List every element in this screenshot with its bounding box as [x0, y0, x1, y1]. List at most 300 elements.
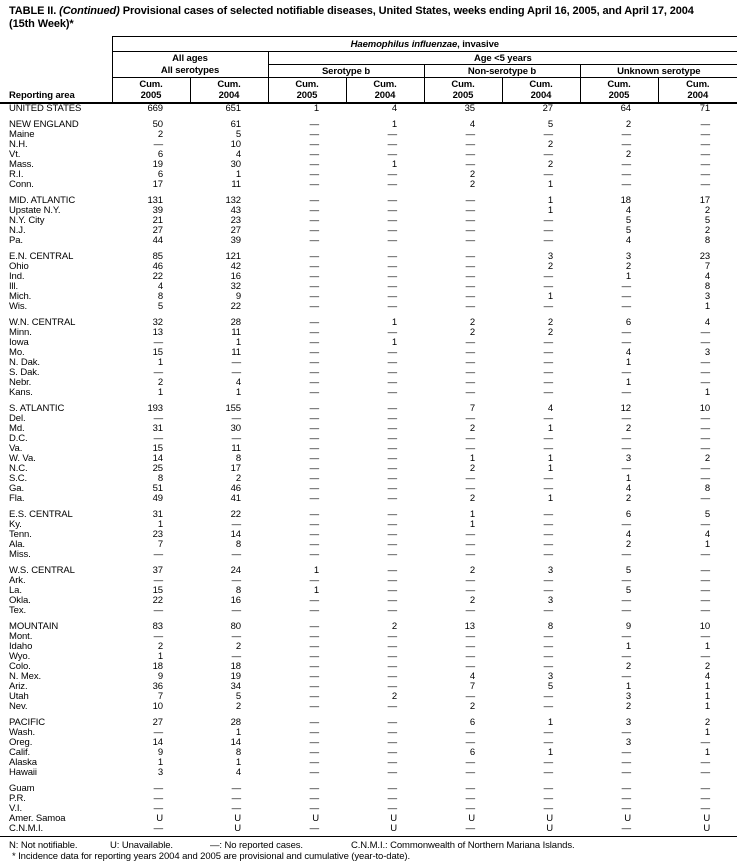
value-cell: — [465, 336, 475, 348]
value-cell: — [543, 660, 553, 672]
value-cell: 2 [625, 118, 631, 130]
table-row [0, 662, 737, 672]
table-row [0, 236, 737, 246]
value-cell: — [387, 128, 397, 140]
value-cell: — [465, 432, 475, 444]
value-cell: — [621, 802, 631, 814]
value-cell: — [309, 224, 319, 236]
value-cell: — [543, 548, 553, 560]
value-cell: 4 [704, 316, 711, 328]
value-cell: — [309, 422, 319, 434]
table-row [0, 114, 737, 130]
value-cell: 1 [704, 700, 711, 712]
table-row [0, 368, 737, 378]
reporting-area-cell: Tenn. [9, 528, 32, 540]
value-cell: — [231, 630, 241, 642]
table-row [0, 160, 737, 170]
reporting-area-cell: Ala. [9, 538, 25, 550]
value-cell: — [309, 462, 319, 474]
value-cell: 8 [235, 746, 241, 758]
value-cell: — [387, 280, 397, 292]
value-cell: — [231, 518, 241, 530]
notifiable-diseases-table [0, 36, 737, 837]
table-row [0, 246, 737, 262]
value-cell: — [621, 574, 631, 586]
value-cell: — [309, 204, 319, 216]
value-cell: — [543, 214, 553, 226]
reporting-area-cell: N.Y. City [9, 214, 45, 226]
value-cell: — [543, 128, 553, 140]
value-cell: — [543, 280, 553, 292]
value-cell: — [387, 604, 397, 616]
value-cell: — [465, 128, 475, 140]
reporting-area-cell: MID. ATLANTIC [9, 194, 76, 206]
table-row [0, 586, 737, 596]
reporting-area-cell: Iowa [9, 336, 29, 348]
value-cell: 14 [230, 528, 241, 540]
value-cell: 1 [547, 452, 553, 464]
value-cell: 2 [704, 660, 711, 672]
value-cell: 27 [152, 716, 163, 728]
value-cell: 9 [157, 670, 163, 682]
value-cell: — [231, 366, 241, 378]
value-cell: — [543, 366, 553, 378]
value-cell: 5 [547, 118, 553, 130]
value-cell: 1 [704, 746, 711, 758]
value-cell: 121 [225, 250, 241, 262]
value-cell: — [543, 756, 553, 768]
value-cell: 3 [704, 346, 711, 358]
age-under5-header: Age <5 years [268, 52, 737, 65]
value-cell: — [387, 356, 397, 368]
value-cell: — [309, 280, 319, 292]
value-cell: — [543, 412, 553, 424]
disease-name-rest: , invasive [457, 38, 499, 50]
cum-year-header: Cum. 2005 [424, 78, 502, 103]
value-cell: 2 [625, 492, 631, 504]
value-cell: — [700, 178, 711, 190]
value-cell: 13 [152, 326, 163, 338]
value-cell: — [543, 630, 553, 642]
table-row [0, 540, 737, 550]
value-cell: 6 [469, 716, 475, 728]
header-spacer [0, 52, 112, 65]
value-cell: 8 [547, 620, 553, 632]
value-cell: 4 [704, 670, 711, 682]
value-cell: — [700, 736, 711, 748]
value-cell: — [543, 518, 553, 530]
value-cell: — [465, 356, 475, 368]
value-cell: — [621, 630, 631, 642]
reporting-area-cell: Hawaii [9, 766, 37, 778]
value-cell: 2 [391, 620, 397, 632]
value-cell: — [387, 518, 397, 530]
value-cell: 2 [625, 148, 631, 160]
table-row [0, 596, 737, 606]
value-cell: — [309, 452, 319, 464]
value-cell: — [465, 782, 475, 794]
table-row [0, 560, 737, 576]
value-cell: 27 [152, 224, 163, 236]
value-cell: 31 [152, 422, 163, 434]
value-cell: — [543, 574, 553, 586]
table-row [0, 504, 737, 520]
table-row [0, 180, 737, 190]
table-row [0, 606, 737, 616]
value-cell: 1 [157, 356, 163, 368]
value-cell: 64 [620, 102, 631, 114]
value-cell: 5 [625, 584, 631, 596]
table-row [0, 474, 737, 484]
value-cell: 155 [225, 402, 241, 414]
value-cell: — [387, 782, 397, 794]
value-cell: — [309, 442, 319, 454]
value-cell: 3 [547, 564, 553, 576]
value-cell: — [309, 316, 319, 328]
value-cell: — [621, 158, 631, 170]
value-cell: 1 [704, 386, 711, 398]
value-cell: U [234, 812, 241, 824]
value-cell: — [543, 528, 553, 540]
value-cell: 37 [152, 564, 163, 576]
value-cell: 19 [230, 670, 241, 682]
reporting-area-cell: UNITED STATES [9, 102, 82, 114]
cum-year-header: Cum. 2004 [502, 78, 580, 103]
value-cell: — [309, 356, 319, 368]
value-cell: 5 [625, 224, 631, 236]
value-cell: — [387, 260, 397, 272]
value-cell: — [387, 214, 397, 226]
value-cell: — [309, 508, 319, 520]
value-cell: — [621, 280, 631, 292]
value-cell: — [543, 690, 553, 702]
value-cell: 3 [547, 594, 553, 606]
value-cell: — [387, 250, 397, 262]
value-cell: 4 [469, 670, 475, 682]
value-cell: — [465, 234, 475, 246]
value-cell: 2 [469, 492, 475, 504]
value-cell: 39 [152, 204, 163, 216]
value-cell: — [387, 660, 397, 672]
reporting-area-cell: Nebr. [9, 376, 32, 388]
value-cell: — [700, 326, 711, 338]
value-cell: 4 [157, 280, 163, 292]
value-cell: 1 [547, 746, 553, 758]
value-cell: 2 [547, 138, 553, 150]
reporting-area-cell: E.N. CENTRAL [9, 250, 74, 262]
reporting-area-cell: Wis. [9, 300, 28, 312]
value-cell: — [387, 326, 397, 338]
value-cell: — [543, 802, 553, 814]
value-cell: 17 [230, 462, 241, 474]
reporting-area-cell: Okla. [9, 594, 31, 606]
value-cell: 16 [230, 270, 241, 282]
reporting-area-cell: Amer. Samoa [9, 812, 66, 824]
reporting-area-cell: D.C. [9, 432, 28, 444]
value-cell: 1 [157, 756, 163, 768]
value-cell: — [465, 224, 475, 236]
reporting-area-cell: P.R. [9, 792, 26, 804]
value-cell: — [465, 442, 475, 454]
value-cell: — [309, 538, 319, 550]
value-cell: — [700, 442, 711, 454]
reporting-area-cell: Del. [9, 412, 26, 424]
reporting-area-cell: La. [9, 584, 22, 596]
table-row [0, 262, 737, 272]
value-cell: — [621, 336, 631, 348]
value-cell: 3 [625, 690, 631, 702]
value-cell: — [543, 792, 553, 804]
value-cell: 2 [235, 640, 241, 652]
reporting-area-cell: Vt. [9, 148, 21, 160]
value-cell: — [112, 824, 190, 837]
value-cell: — [387, 204, 397, 216]
value-cell: 132 [225, 194, 241, 206]
value-cell: 30 [230, 422, 241, 434]
table-row [0, 190, 737, 206]
value-cell: — [543, 700, 553, 712]
reporting-area-cell: Ind. [9, 270, 25, 282]
value-cell: — [387, 148, 397, 160]
value-cell: — [700, 138, 711, 150]
value-cell: 2 [625, 422, 631, 434]
value-cell: U [624, 812, 631, 824]
value-cell: — [387, 300, 397, 312]
table-row [0, 632, 737, 642]
value-cell: — [387, 224, 397, 236]
table-row [0, 616, 737, 632]
value-cell: 15 [152, 346, 163, 358]
value-cell: — [621, 412, 631, 424]
value-cell: — [153, 432, 163, 444]
table-row [0, 358, 737, 368]
value-cell: 7 [704, 260, 711, 272]
reporting-area-cell: S. ATLANTIC [9, 402, 65, 414]
value-cell: 5 [157, 300, 163, 312]
value-cell: 8 [235, 584, 241, 596]
value-cell: 1 [391, 118, 397, 130]
value-cell: — [309, 138, 319, 150]
value-cell: — [309, 716, 319, 728]
table-row [0, 576, 737, 586]
value-cell: — [309, 630, 319, 642]
value-cell: 1 [313, 102, 319, 114]
value-cell: 22 [152, 270, 163, 282]
value-cell: — [465, 300, 475, 312]
reporting-area-cell: Conn. [9, 178, 34, 190]
value-cell: — [543, 376, 553, 388]
value-cell: 11 [231, 178, 241, 190]
value-cell: — [153, 336, 163, 348]
value-cell: 9 [235, 290, 241, 302]
reporting-area-cell: N.H. [9, 138, 28, 150]
value-cell: 2 [469, 326, 475, 338]
value-cell: — [153, 726, 163, 738]
table-row [0, 226, 737, 236]
table-row [0, 302, 737, 312]
value-cell: — [387, 168, 397, 180]
value-cell: 17 [699, 194, 711, 206]
value-cell: 22 [230, 508, 241, 520]
value-cell: 1 [469, 518, 475, 530]
value-cell: — [231, 604, 241, 616]
value-cell: — [309, 148, 319, 160]
value-cell: — [387, 528, 397, 540]
table-row [0, 484, 737, 494]
value-cell: — [309, 376, 319, 388]
table-row [0, 702, 737, 712]
value-cell: 10 [699, 402, 711, 414]
value-cell: — [309, 158, 319, 170]
value-cell: U [468, 812, 475, 824]
value-cell: — [621, 442, 631, 454]
legend-unavailable: U: Unavailable. [110, 839, 173, 851]
value-cell: 13 [464, 620, 475, 632]
value-cell: — [309, 270, 319, 282]
value-cell: 1 [157, 650, 163, 662]
value-cell: — [309, 802, 319, 814]
value-cell: — [543, 224, 553, 236]
value-cell: 2 [625, 660, 631, 672]
value-cell: 1 [547, 492, 553, 504]
value-cell: — [387, 584, 397, 596]
reporting-area-cell: Minn. [9, 326, 32, 338]
reporting-area-cell: N. Dak. [9, 356, 40, 368]
legend-line [9, 840, 737, 851]
value-cell: 3 [625, 250, 631, 262]
value-cell: 669 [147, 102, 163, 114]
value-cell: — [231, 548, 241, 560]
reporting-area-cell: Mass. [9, 158, 34, 170]
table-row [0, 398, 737, 414]
value-cell: 4 [625, 528, 631, 540]
value-cell: 1 [547, 204, 553, 216]
value-cell: 1 [391, 158, 397, 170]
value-cell: 42 [230, 260, 241, 272]
reporting-area-cell: Ariz. [9, 680, 28, 692]
value-cell: 2 [469, 564, 475, 576]
value-cell: — [543, 300, 553, 312]
value-cell: 36 [152, 680, 163, 692]
value-cell: — [309, 326, 319, 338]
value-cell: — [700, 650, 711, 662]
value-cell: — [387, 452, 397, 464]
value-cell: 18 [620, 194, 631, 206]
value-cell: — [621, 178, 631, 190]
table-row [0, 216, 737, 226]
table-row [0, 712, 737, 728]
value-cell: — [153, 574, 163, 586]
value-cell: 8 [235, 452, 241, 464]
table-row [0, 652, 737, 662]
value-cell: 3 [625, 452, 631, 464]
value-cell: 4 [391, 102, 397, 114]
reporting-area-cell: Upstate N.Y. [9, 204, 61, 216]
value-cell: — [543, 472, 553, 484]
reporting-area-cell: Tex. [9, 604, 27, 616]
value-cell: — [543, 346, 553, 358]
cum-year-header: Cum. 2004 [346, 78, 424, 103]
value-cell: — [387, 574, 397, 586]
value-cell: 2 [625, 700, 631, 712]
value-cell: 1 [235, 756, 241, 768]
value-cell: — [465, 158, 475, 170]
reporting-area-cell: N. Mex. [9, 670, 42, 682]
value-cell: — [621, 518, 631, 530]
value-cell: — [700, 472, 711, 484]
table-row [0, 424, 737, 434]
value-cell: 6 [157, 148, 163, 160]
value-cell: — [700, 518, 711, 530]
value-cell: 5 [704, 508, 711, 520]
value-cell: — [621, 326, 631, 338]
value-cell: — [543, 538, 553, 550]
value-cell: — [231, 412, 241, 424]
value-cell: 8 [704, 280, 711, 292]
value-cell: — [387, 422, 397, 434]
reporting-area-cell: W. Va. [9, 452, 36, 464]
value-cell: 3 [625, 736, 631, 748]
value-cell: 34 [230, 680, 241, 692]
value-cell: — [465, 148, 475, 160]
value-cell: — [700, 168, 711, 180]
value-cell: 1 [469, 452, 475, 464]
value-cell: — [543, 584, 553, 596]
value-cell: — [309, 782, 319, 794]
value-cell: — [153, 792, 163, 804]
value-cell: — [309, 472, 319, 484]
table-row [0, 728, 737, 738]
value-cell: — [387, 178, 397, 190]
reporting-area-cell: Kans. [9, 386, 33, 398]
value-cell: — [309, 746, 319, 758]
legend-not-notifiable: N: Not notifiable. [9, 839, 78, 851]
value-cell: 8 [704, 234, 711, 246]
value-cell: 28 [230, 716, 241, 728]
value-cell: — [700, 594, 711, 606]
value-cell: 1 [704, 680, 711, 692]
value-cell: 2 [704, 204, 711, 216]
value-cell: 25 [152, 462, 163, 474]
value-cell: — [543, 650, 553, 662]
value-cell: — [309, 620, 319, 632]
table-row [0, 444, 737, 454]
value-cell: — [387, 700, 397, 712]
value-cell: 3 [157, 766, 163, 778]
table-row [0, 388, 737, 398]
value-cell: 18 [230, 660, 241, 672]
value-cell: — [387, 402, 397, 414]
disease-name-italic: Haemophilus influenzae [350, 38, 458, 50]
value-cell: — [309, 234, 319, 246]
value-cell: 4 [625, 204, 631, 216]
value-cell: — [309, 300, 319, 312]
value-cell: — [543, 336, 553, 348]
table-row [0, 550, 737, 560]
value-cell: — [387, 366, 397, 378]
value-cell: — [309, 432, 319, 444]
value-cell: — [543, 356, 553, 368]
value-cell: — [700, 128, 711, 140]
cum-year-header: Cum. 2004 [658, 78, 737, 103]
value-cell: — [621, 604, 631, 616]
table-row [0, 130, 737, 140]
value-cell: 22 [152, 594, 163, 606]
value-cell: — [268, 824, 346, 837]
value-cell: — [387, 564, 397, 576]
value-cell: 6 [625, 508, 631, 520]
value-cell: — [387, 670, 397, 682]
